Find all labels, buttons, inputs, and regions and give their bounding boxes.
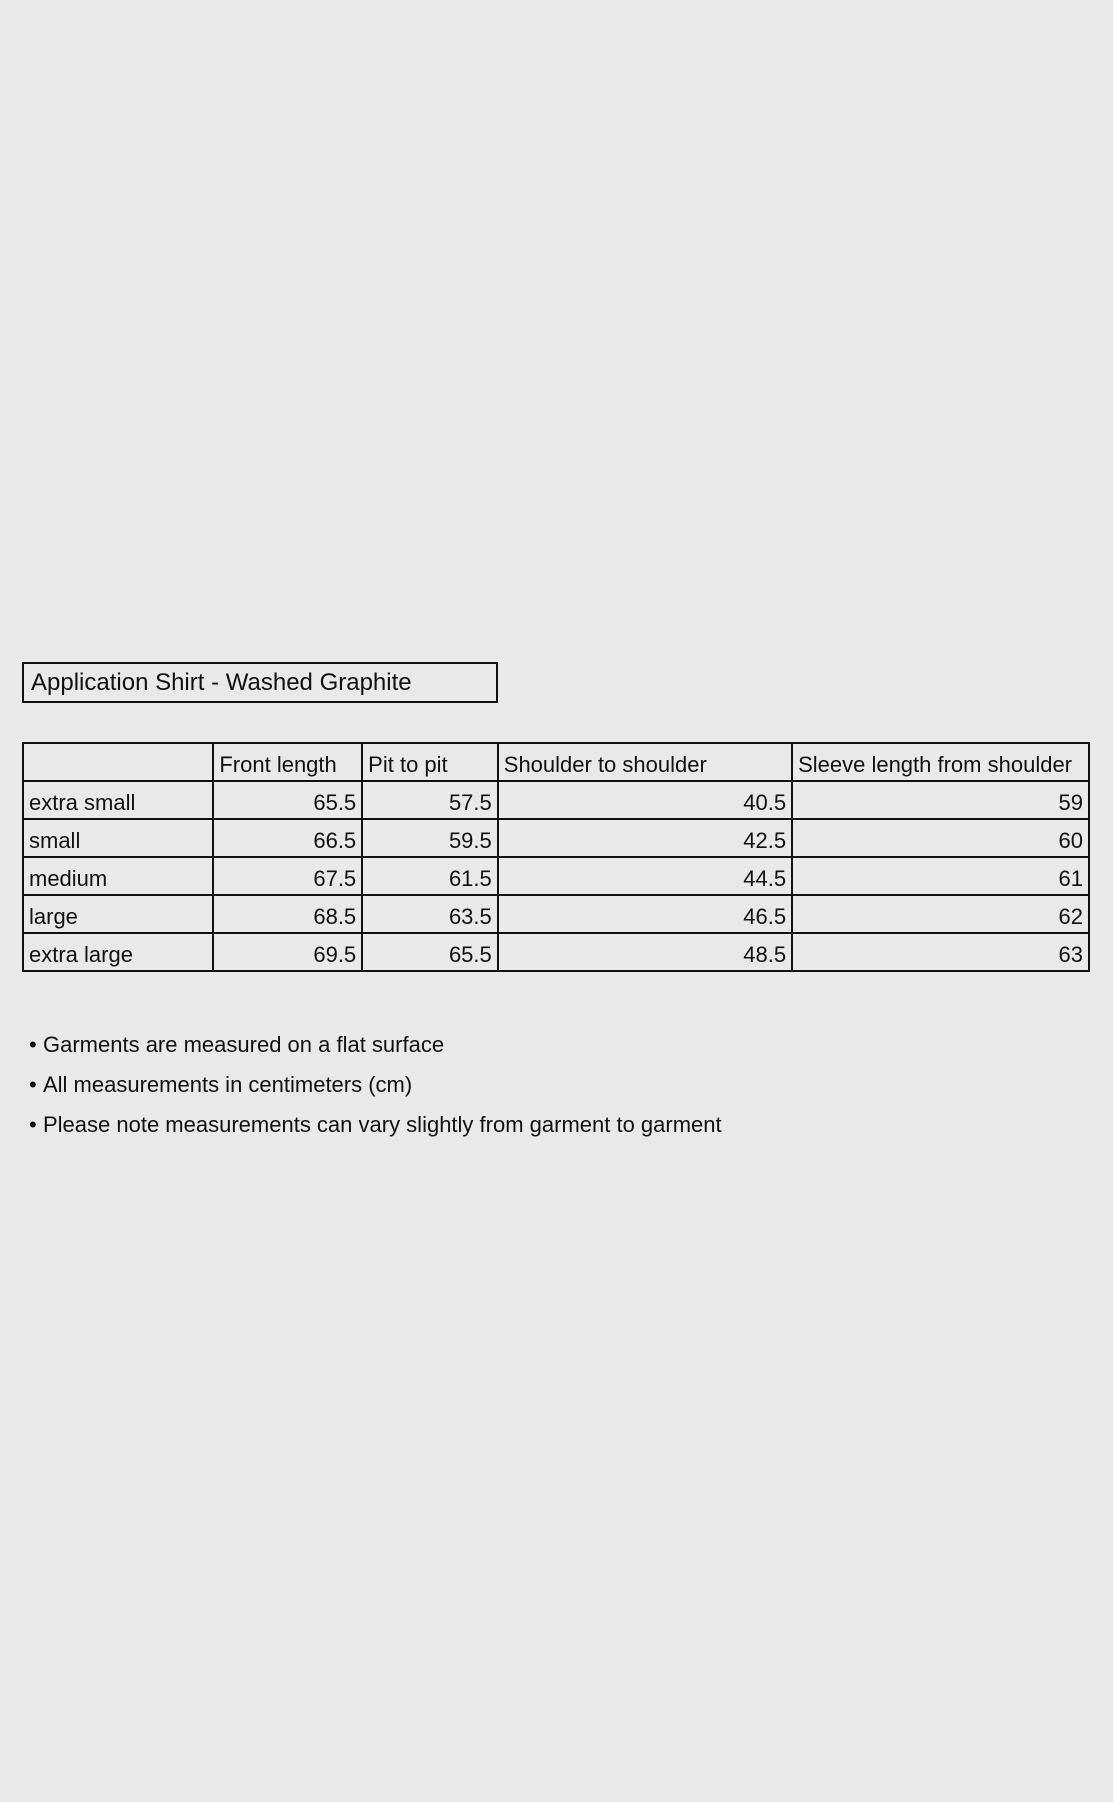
table-row	[23, 781, 1089, 819]
bullet-icon: •	[29, 1032, 37, 1057]
pit-to-pit-value: 65.5	[362, 933, 498, 971]
size-chart-table	[22, 742, 1090, 972]
front-length-value: 68.5	[213, 895, 362, 933]
note-item	[29, 1070, 722, 1110]
size-label: medium	[23, 857, 213, 895]
sleeve-length-value: 60	[792, 819, 1089, 857]
note-text: All measurements in centimeters (cm)	[43, 1072, 413, 1097]
product-title: Application Shirt - Washed Graphite	[22, 662, 498, 703]
note-text: Please note measurements can vary slightly from garment to garment	[43, 1112, 722, 1137]
note-text: Garments are measured on a flat surface	[43, 1032, 445, 1057]
size-label: extra small	[23, 781, 213, 819]
shoulder-to-shoulder-value: 46.5	[498, 895, 792, 933]
pit-to-pit-value: 59.5	[362, 819, 498, 857]
table-row	[23, 933, 1089, 971]
pit-to-pit-value: 61.5	[362, 857, 498, 895]
sleeve-length-value: 59	[792, 781, 1089, 819]
size-label: small	[23, 819, 213, 857]
table-row	[23, 895, 1089, 933]
size-label: extra large	[23, 933, 213, 971]
table-row	[23, 857, 1089, 895]
size-label: large	[23, 895, 213, 933]
shoulder-to-shoulder-value: 42.5	[498, 819, 792, 857]
sleeve-length-value: 61	[792, 857, 1089, 895]
bullet-icon: •	[29, 1072, 37, 1097]
bullet-icon: •	[29, 1112, 37, 1137]
front-length-value: 65.5	[213, 781, 362, 819]
pit-to-pit-value: 63.5	[362, 895, 498, 933]
header-front-length: Front length	[213, 743, 362, 781]
header-sleeve-length: Sleeve length from shoulder	[792, 743, 1089, 781]
table-row	[23, 819, 1089, 857]
pit-to-pit-value: 57.5	[362, 781, 498, 819]
note-item	[29, 1030, 722, 1070]
sleeve-length-value: 63	[792, 933, 1089, 971]
shoulder-to-shoulder-value: 40.5	[498, 781, 792, 819]
sleeve-length-value: 62	[792, 895, 1089, 933]
front-length-value: 66.5	[213, 819, 362, 857]
header-pit-to-pit: Pit to pit	[362, 743, 498, 781]
shoulder-to-shoulder-value: 48.5	[498, 933, 792, 971]
front-length-value: 67.5	[213, 857, 362, 895]
front-length-value: 69.5	[213, 933, 362, 971]
note-item	[29, 1110, 722, 1150]
header-size	[23, 743, 213, 781]
table-header-row	[23, 743, 1089, 781]
header-shoulder-to-shoulder: Shoulder to shoulder	[498, 743, 792, 781]
shoulder-to-shoulder-value: 44.5	[498, 857, 792, 895]
measurement-notes	[29, 1030, 722, 1150]
